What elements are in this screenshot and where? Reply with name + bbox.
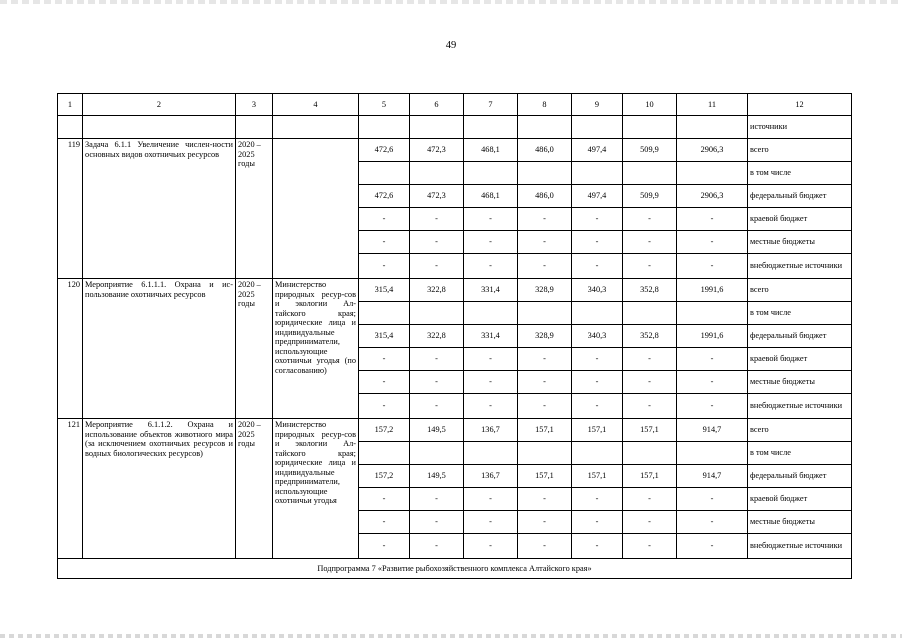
amount-cell: 157,2 xyxy=(359,465,410,488)
amount-cell: 497,4 xyxy=(572,185,623,208)
amount-cell: - xyxy=(359,488,410,511)
amount-cell: 472,6 xyxy=(359,185,410,208)
amount-cell: - xyxy=(572,254,623,279)
table-body xyxy=(58,94,852,579)
table-cell xyxy=(572,116,623,139)
source-label: внебюджетные источники xyxy=(748,254,852,279)
amount-cell: - xyxy=(518,208,572,231)
amount-cell: - xyxy=(410,231,464,254)
column-header: 2 xyxy=(83,94,236,116)
amount-cell: 157,1 xyxy=(572,419,623,442)
source-label: в том числе xyxy=(748,442,852,465)
scan-artifact-top xyxy=(0,0,902,4)
amount-cell: - xyxy=(359,394,410,419)
amount-cell xyxy=(359,442,410,465)
amount-cell: - xyxy=(572,208,623,231)
amount-cell: 157,1 xyxy=(572,465,623,488)
amount-cell: - xyxy=(518,231,572,254)
row-number: 121 xyxy=(58,419,83,559)
amount-cell xyxy=(518,162,572,185)
amount-cell: 136,7 xyxy=(464,465,518,488)
period: 2020 – 2025 годы xyxy=(236,419,273,559)
amount-cell: - xyxy=(623,231,677,254)
amount-cell xyxy=(572,302,623,325)
table-row xyxy=(58,419,852,442)
source-label: краевой бюджет xyxy=(748,208,852,231)
table-cell xyxy=(677,116,748,139)
amount-cell: - xyxy=(623,348,677,371)
amount-cell: - xyxy=(677,208,748,231)
amount-cell: 157,1 xyxy=(623,465,677,488)
column-header: 3 xyxy=(236,94,273,116)
amount-cell: 509,9 xyxy=(623,139,677,162)
amount-cell: 2906,3 xyxy=(677,139,748,162)
amount-cell: - xyxy=(464,231,518,254)
source-label: местные бюджеты xyxy=(748,371,852,394)
page-number: 49 xyxy=(445,40,457,51)
amount-cell: - xyxy=(464,348,518,371)
amount-cell: - xyxy=(677,371,748,394)
amount-cell: - xyxy=(464,394,518,419)
source-label: федеральный бюджет xyxy=(748,325,852,348)
period: 2020 – 2025 годы xyxy=(236,139,273,279)
column-header: 12 xyxy=(748,94,852,116)
amount-cell: - xyxy=(677,231,748,254)
amount-cell: - xyxy=(677,254,748,279)
continuation-row xyxy=(58,116,852,139)
amount-cell: - xyxy=(677,394,748,419)
amount-cell: 315,4 xyxy=(359,279,410,302)
amount-cell: - xyxy=(518,488,572,511)
amount-cell: 328,9 xyxy=(518,279,572,302)
source-label: всего xyxy=(748,139,852,162)
table-cell xyxy=(410,116,464,139)
row-number: 120 xyxy=(58,279,83,419)
source-label: федеральный бюджет xyxy=(748,185,852,208)
amount-cell: - xyxy=(359,348,410,371)
amount-cell: 472,3 xyxy=(410,139,464,162)
table-cell xyxy=(273,116,359,139)
row-number: 119 xyxy=(58,139,83,279)
column-header: 11 xyxy=(677,94,748,116)
amount-cell xyxy=(518,302,572,325)
source-label: федеральный бюджет xyxy=(748,465,852,488)
subprogram-title: Подпрограмма 7 «Развитие рыбохозяйственного комплекса Алтайского края» xyxy=(58,559,852,579)
table-cell xyxy=(83,116,236,139)
amount-cell: 2906,3 xyxy=(677,185,748,208)
amount-cell: - xyxy=(518,371,572,394)
amount-cell: - xyxy=(410,371,464,394)
amount-cell xyxy=(359,162,410,185)
amount-cell: 328,9 xyxy=(518,325,572,348)
amount-cell: - xyxy=(464,254,518,279)
amount-cell: 331,4 xyxy=(464,325,518,348)
source-label: краевой бюджет xyxy=(748,348,852,371)
amount-cell: 157,1 xyxy=(518,419,572,442)
source-label: в том числе xyxy=(748,302,852,325)
amount-cell xyxy=(623,442,677,465)
amount-cell: 157,2 xyxy=(359,419,410,442)
source-label: краевой бюджет xyxy=(748,488,852,511)
scan-artifact-bottom xyxy=(0,634,902,638)
amount-cell xyxy=(359,302,410,325)
amount-cell: 322,8 xyxy=(410,325,464,348)
amount-cell: 468,1 xyxy=(464,185,518,208)
amount-cell: - xyxy=(677,488,748,511)
amount-cell: - xyxy=(410,394,464,419)
amount-cell: - xyxy=(572,511,623,534)
column-header: 7 xyxy=(464,94,518,116)
table-row xyxy=(58,279,852,302)
source-label: в том числе xyxy=(748,162,852,185)
amount-cell: 497,4 xyxy=(572,139,623,162)
column-header: 5 xyxy=(359,94,410,116)
amount-cell: - xyxy=(464,534,518,559)
budget-table xyxy=(57,93,852,579)
source-label: местные бюджеты xyxy=(748,231,852,254)
amount-cell: - xyxy=(410,348,464,371)
amount-cell xyxy=(410,302,464,325)
amount-cell: - xyxy=(464,208,518,231)
period: 2020 – 2025 годы xyxy=(236,279,273,419)
source-label: местные бюджеты xyxy=(748,511,852,534)
column-header-row xyxy=(58,94,852,116)
source-label: внебюджетные источники xyxy=(748,534,852,559)
source-label: всего xyxy=(748,279,852,302)
source-label: внебюджетные источники xyxy=(748,394,852,419)
amount-cell: 331,4 xyxy=(464,279,518,302)
amount-cell: - xyxy=(359,534,410,559)
amount-cell: - xyxy=(623,371,677,394)
amount-cell: 315,4 xyxy=(359,325,410,348)
amount-cell: - xyxy=(677,348,748,371)
table-cell xyxy=(236,116,273,139)
amount-cell: 322,8 xyxy=(410,279,464,302)
amount-cell: 509,9 xyxy=(623,185,677,208)
amount-cell xyxy=(677,302,748,325)
amount-cell: - xyxy=(677,534,748,559)
amount-cell: - xyxy=(359,231,410,254)
amount-cell: 1991,6 xyxy=(677,325,748,348)
table-cell xyxy=(359,116,410,139)
activity-name: Мероприятие 6.1.1.1. Охрана и ис-пользование охотничьих ресурсов xyxy=(83,279,236,419)
source-label: источники xyxy=(748,116,852,139)
amount-cell: - xyxy=(572,394,623,419)
table-cell xyxy=(518,116,572,139)
source-label: всего xyxy=(748,419,852,442)
amount-cell: - xyxy=(518,534,572,559)
amount-cell xyxy=(464,442,518,465)
amount-cell: - xyxy=(464,488,518,511)
amount-cell: - xyxy=(518,254,572,279)
amount-cell: - xyxy=(623,488,677,511)
column-header: 1 xyxy=(58,94,83,116)
amount-cell: - xyxy=(359,511,410,534)
activity-name: Задача 6.1.1 Увеличение числен-ности основных видов охотничьих ресурсов xyxy=(83,139,236,279)
column-header: 6 xyxy=(410,94,464,116)
amount-cell xyxy=(464,162,518,185)
amount-cell: - xyxy=(623,208,677,231)
amount-cell: 136,7 xyxy=(464,419,518,442)
amount-cell xyxy=(623,162,677,185)
amount-cell: 157,1 xyxy=(518,465,572,488)
amount-cell: 149,5 xyxy=(410,419,464,442)
amount-cell: - xyxy=(623,394,677,419)
amount-cell: - xyxy=(518,348,572,371)
amount-cell: - xyxy=(572,534,623,559)
column-header: 10 xyxy=(623,94,677,116)
amount-cell: - xyxy=(572,371,623,394)
column-header: 4 xyxy=(273,94,359,116)
amount-cell: - xyxy=(464,511,518,534)
amount-cell: 340,3 xyxy=(572,279,623,302)
amount-cell: - xyxy=(572,348,623,371)
amount-cell: - xyxy=(410,534,464,559)
amount-cell: - xyxy=(410,254,464,279)
executor: Министерство природных ресур-сов и экологии Ал-тайского края; юридические лица и индивидуальные предприниматели, использующие охотничьи угодья xyxy=(273,419,359,559)
executor: Министерство природных ресур-сов и экологии Ал-тайского края; юридические лица и индивидуальные предприниматели, использующие охотничьи угодья (по согласованию) xyxy=(273,279,359,419)
amount-cell: 340,3 xyxy=(572,325,623,348)
table-row xyxy=(58,139,852,162)
amount-cell: - xyxy=(572,231,623,254)
table-cell xyxy=(623,116,677,139)
amount-cell: - xyxy=(410,511,464,534)
amount-cell xyxy=(677,162,748,185)
amount-cell: 352,8 xyxy=(623,279,677,302)
amount-cell: - xyxy=(410,208,464,231)
amount-cell: 157,1 xyxy=(623,419,677,442)
amount-cell: 914,7 xyxy=(677,419,748,442)
amount-cell xyxy=(410,162,464,185)
amount-cell: - xyxy=(359,208,410,231)
amount-cell: - xyxy=(623,254,677,279)
column-header: 8 xyxy=(518,94,572,116)
amount-cell: 1991,6 xyxy=(677,279,748,302)
subprogram-row xyxy=(58,559,852,579)
amount-cell: - xyxy=(677,511,748,534)
amount-cell: - xyxy=(359,254,410,279)
amount-cell: - xyxy=(518,511,572,534)
amount-cell: 914,7 xyxy=(677,465,748,488)
amount-cell: 472,3 xyxy=(410,185,464,208)
amount-cell: 486,0 xyxy=(518,139,572,162)
amount-cell: 486,0 xyxy=(518,185,572,208)
amount-cell xyxy=(410,442,464,465)
amount-cell xyxy=(623,302,677,325)
amount-cell: - xyxy=(623,511,677,534)
activity-name: Мероприятие 6.1.1.2. Охрана и использование объектов животного мира (за исключением охотничьих ресурсов и водных биологических ресурсов) xyxy=(83,419,236,559)
amount-cell xyxy=(677,442,748,465)
amount-cell: 468,1 xyxy=(464,139,518,162)
amount-cell xyxy=(464,302,518,325)
amount-cell: - xyxy=(623,534,677,559)
table-cell xyxy=(464,116,518,139)
executor xyxy=(273,139,359,279)
amount-cell: - xyxy=(518,394,572,419)
amount-cell xyxy=(572,162,623,185)
amount-cell: 149,5 xyxy=(410,465,464,488)
amount-cell: 472,6 xyxy=(359,139,410,162)
amount-cell xyxy=(518,442,572,465)
amount-cell: - xyxy=(359,371,410,394)
amount-cell: - xyxy=(464,371,518,394)
amount-cell: - xyxy=(572,488,623,511)
amount-cell: - xyxy=(410,488,464,511)
amount-cell xyxy=(572,442,623,465)
amount-cell: 352,8 xyxy=(623,325,677,348)
table-cell xyxy=(58,116,83,139)
column-header: 9 xyxy=(572,94,623,116)
